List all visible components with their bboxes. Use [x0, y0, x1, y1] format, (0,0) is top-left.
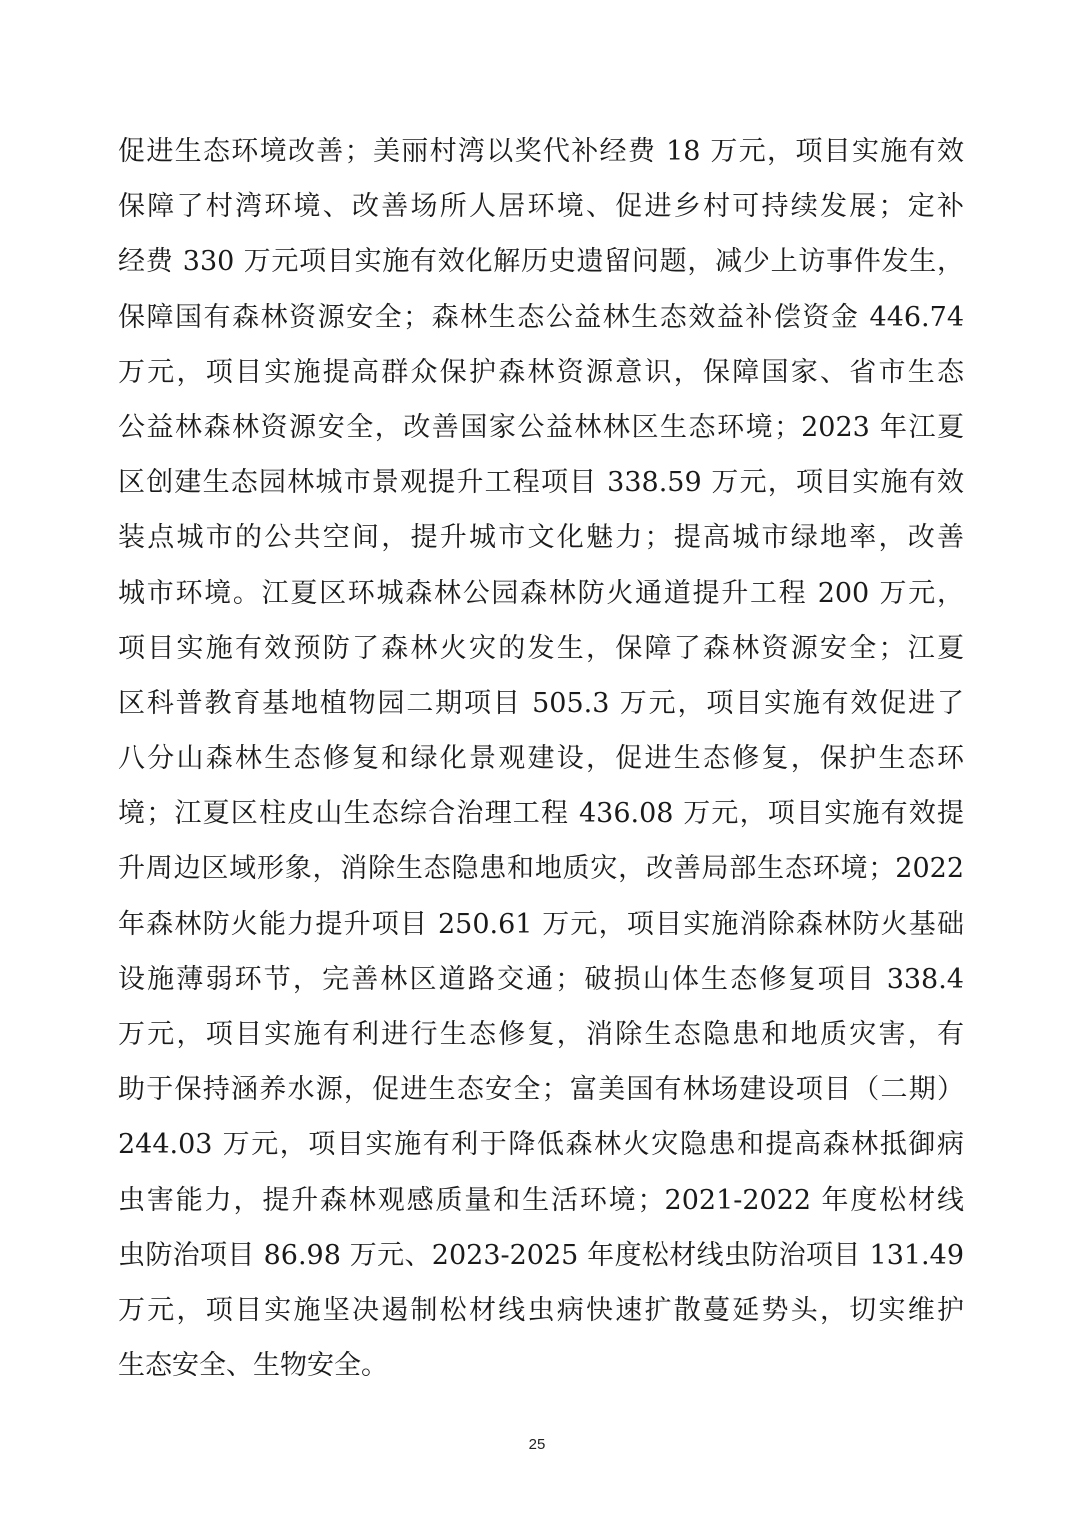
paragraph-line: 虫害能力，提升森林观感质量和生活环境；2021-2022 年度松材线 [118, 1184, 964, 1216]
paragraph-line: 升周边区域形象，消除生态隐患和地质灾，改善局部生态环境；2022 [118, 853, 964, 885]
body-paragraph [118, 124, 964, 1393]
paragraph-line: 八分山森林生态修复和绿化景观建设，促进生态修复，保护生态环 [118, 743, 964, 775]
paragraph-line: 万元，项目实施坚决遏制松材线虫病快速扩散蔓延势头，切实维护 [118, 1294, 964, 1326]
paragraph-line: 装点城市的公共空间，提升城市文化魅力；提高城市绿地率，改善 [118, 522, 964, 554]
paragraph-line: 公益林森林资源安全，改善国家公益林林区生态环境；2023 年江夏 [118, 411, 964, 443]
paragraph-line: 万元，项目实施提高群众保护森林资源意识，保障国家、省市生态 [118, 356, 964, 388]
page-number: 25 [528, 1436, 546, 1453]
paragraph-line: 区科普教育基地植物园二期项目 505.3 万元，项目实施有效促进了 [118, 687, 964, 719]
paragraph-line: 项目实施有效预防了森林火灾的发生，保障了森林资源安全；江夏 [118, 632, 964, 664]
paragraph-line: 虫防治项目 86.98 万元、2023-2025 年度松材线虫防治项目 131.49 [118, 1239, 964, 1271]
paragraph-line: 年森林防火能力提升项目 250.61 万元，项目实施消除森林防火基础 [118, 908, 964, 940]
paragraph-line: 设施薄弱环节，完善林区道路交通；破损山体生态修复项目 338.4 [118, 963, 964, 995]
paragraph-line: 保障了村湾环境、改善场所人居环境、促进乡村可持续发展；定补 [118, 191, 964, 223]
paragraph-line: 万元，项目实施有利进行生态修复，消除生态隐患和地质灾害，有 [118, 1019, 964, 1050]
paragraph-line: 助于保持涵养水源，促进生态安全；富美国有林场建设项目（二期） [118, 1074, 964, 1106]
paragraph-line: 城市环境。江夏区环城森林公园森林防火通道提升工程 200 万元， [118, 577, 964, 609]
paragraph-line: 244.03 万元，项目实施有利于降低森林火灾隐患和提高森林抵御病 [118, 1129, 964, 1161]
paragraph-line: 经费 330 万元项目实施有效化解历史遗留问题，减少上访事件发生， [118, 246, 964, 278]
paragraph-line: 生态安全、生物安全。 [118, 1350, 388, 1382]
paragraph-line: 促进生态环境改善；美丽村湾以奖代补经费 18 万元，项目实施有效 [118, 136, 964, 167]
paragraph-line: 境；江夏区柱皮山生态综合治理工程 436.08 万元，项目实施有效提 [118, 798, 964, 830]
paragraph-line: 保障国有森林资源安全；森林生态公益林生态效益补偿资金 446.74 [118, 301, 964, 333]
paragraph-line: 区创建生态园林城市景观提升工程项目 338.59 万元，项目实施有效 [118, 467, 964, 499]
